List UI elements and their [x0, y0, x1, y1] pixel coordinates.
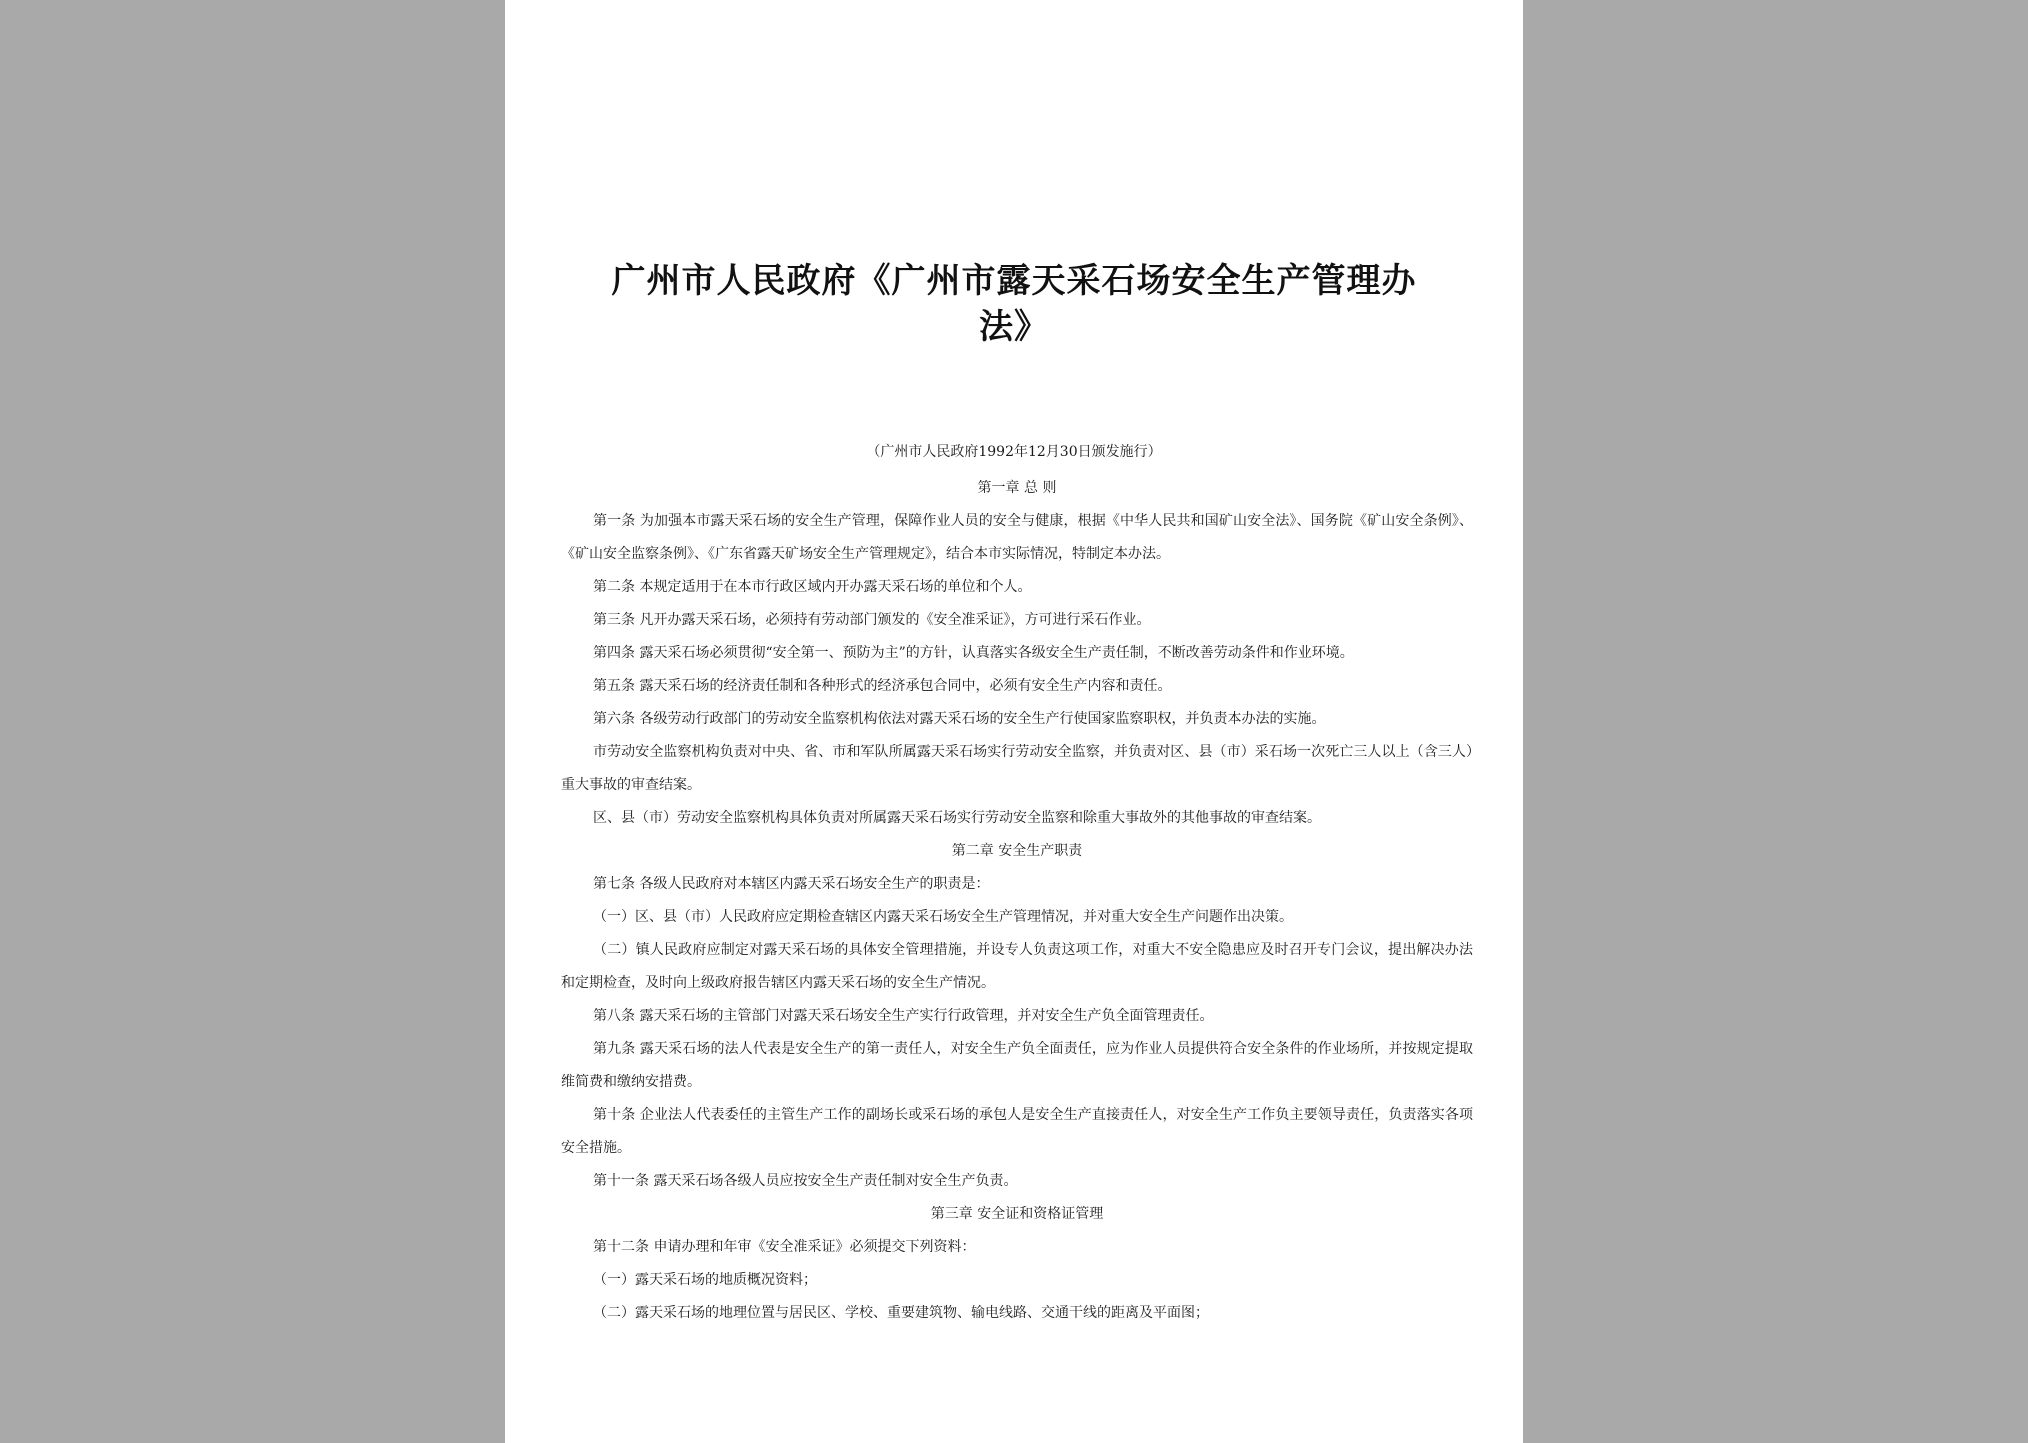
article-paragraph: （一）区、县（市）人民政府应定期检查辖区内露天采石场安全生产管理情况，并对重大安全生产问题作出决策。 [593, 909, 1293, 925]
document-title [565, 258, 1463, 350]
article-paragraph: 第十一条 露天采石场各级人员应按安全生产责任制对安全生产负责。 [593, 1173, 1018, 1189]
article-paragraph: 第八条 露天采石场的主管部门对露天采石场安全生产实行行政管理，并对安全生产负全面管理责任。 [593, 1008, 1214, 1024]
article-paragraph: 第一条 为加强本市露天采石场的安全生产管理，保障作业人员的安全与健康，根据《中华人民共和国矿山安全法》、国务院《矿山安全条例》、《矿山安全监察条例》、《广东省露天矿场安全生产管理规定》，结合本市实际情况，特制定本办法。 [561, 513, 1473, 562]
chapter-heading: 第一章 总 则 [977, 480, 1057, 496]
article-paragraph: 第四条 露天采石场必须贯彻“安全第一、预防为主”的方针，认真落实各级安全生产责任制，不断改善劳动条件和作业环境。 [593, 645, 1354, 661]
document-body [561, 472, 1473, 1330]
article-paragraph: （二）镇人民政府应制定对露天采石场的具体安全管理措施，并设专人负责这项工作，对重大不安全隐患应及时召开专门会议，提出解决办法和定期检查，及时向上级政府报告辖区内露天采石场的安全生产情况。 [561, 942, 1473, 991]
document-page [505, 0, 1523, 1443]
article-paragraph: 区、县（市）劳动安全监察机构具体负责对所属露天采石场实行劳动安全监察和除重大事故外的其他事故的审查结案。 [593, 810, 1321, 826]
chapter-heading: 第三章 安全证和资格证管理 [930, 1206, 1104, 1222]
article-paragraph: 第十二条 申请办理和年审《安全准采证》必须提交下列资料： [593, 1239, 976, 1255]
article-paragraph: 第七条 各级人民政府对本辖区内露天采石场安全生产的职责是： [593, 876, 990, 892]
article-paragraph: 第九条 露天采石场的法人代表是安全生产的第一责任人，对安全生产负全面责任，应为作业人员提供符合安全条件的作业场所，并按规定提取维简费和缴纳安措费。 [561, 1041, 1473, 1090]
article-paragraph: 第十条 企业法人代表委任的主管生产工作的副场长或采石场的承包人是安全生产直接责任人，对安全生产工作负主要领导责任，负责落实各项安全措施。 [561, 1107, 1473, 1156]
title-line-1: 广州市人民政府《广州市露天采石场安全生产管理办 [611, 261, 1417, 301]
article-paragraph: （一）露天采石场的地质概况资料； [593, 1272, 817, 1288]
article-paragraph: 第三条 凡开办露天采石场，必须持有劳动部门颁发的《安全准采证》，方可进行采石作业。 [593, 612, 1151, 628]
issue-note: （广州市人民政府1992年12月30日颁发施行） [866, 444, 1162, 460]
chapter-heading: 第二章 安全生产职责 [951, 843, 1083, 859]
title-line-2: 法》 [979, 307, 1049, 347]
article-paragraph: 市劳动安全监察机构负责对中央、省、市和军队所属露天采石场实行劳动安全监察，并负责对区、县（市）采石场一次死亡三人以上（含三人）重大事故的审查结案。 [561, 744, 1473, 793]
article-paragraph: 第二条 本规定适用于在本市行政区域内开办露天采石场的单位和个人。 [593, 579, 1032, 595]
article-paragraph: 第五条 露天采石场的经济责任制和各种形式的经济承包合同中，必须有安全生产内容和责任。 [593, 678, 1172, 694]
article-paragraph: 第六条 各级劳动行政部门的劳动安全监察机构依法对露天采石场的安全生产行使国家监察职权，并负责本办法的实施。 [593, 711, 1326, 727]
article-paragraph: （二）露天采石场的地理位置与居民区、学校、重要建筑物、输电线路、交通干线的距离及平面图； [593, 1305, 1209, 1321]
